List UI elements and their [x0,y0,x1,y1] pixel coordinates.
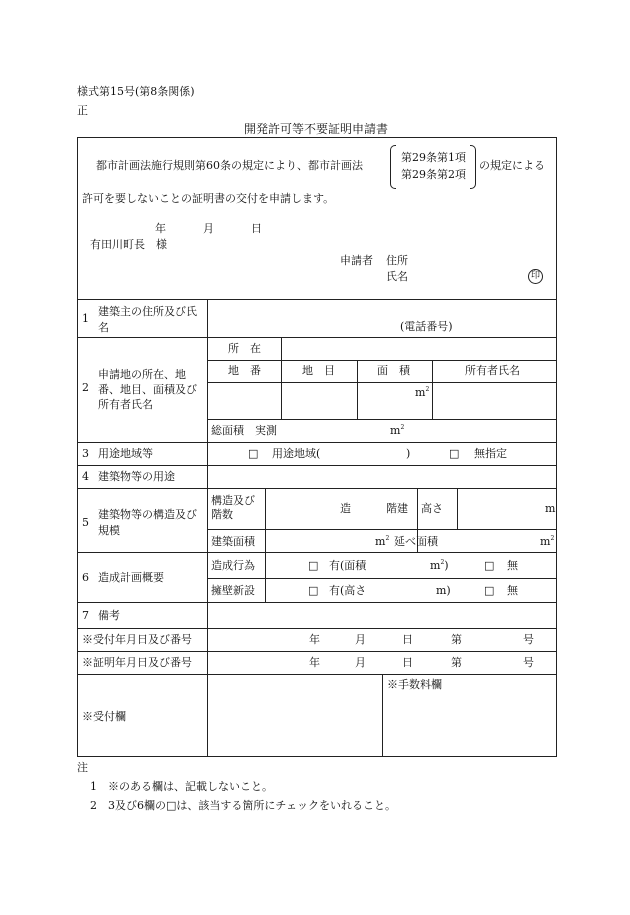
cert-year: 年 [309,656,320,669]
rule-structure [207,529,556,530]
rule-row2-end [78,442,556,443]
lot-number-header: 地 番 [228,364,261,377]
retaining-height-close: m) [436,584,451,597]
cert-no: 第 [451,656,462,669]
grading-yes-checkbox[interactable]: □ [308,559,319,572]
total-area-label: 総面積 実測 [211,424,277,437]
grading-yes-area: 有(面積 [329,559,367,572]
address-label: 住所 [386,254,408,267]
rule-r2-col2 [357,360,358,419]
seal-mark: 印 [528,269,543,284]
row5-label: 建築物等の構造及び規模 [98,508,197,537]
total-floor-area-label: 延べ面積 [394,535,438,548]
retaining-none-checkbox[interactable]: □ [484,584,495,597]
rule-statement-end [78,299,556,300]
row5-number: 5 [82,516,89,529]
row2-number: 2 [82,381,89,394]
rule-row3-end [78,465,556,466]
row7-number: 7 [82,609,89,622]
location-label: 所 在 [228,342,261,355]
row1-number: 1 [82,312,89,325]
building-area-unit: $m^2$ [375,535,390,548]
original-mark: 正 [77,104,88,117]
grading-none-checkbox[interactable]: □ [484,559,495,572]
statement-line2: 許可を要しないことの証明書の交付を申請します。 [82,192,335,205]
zone-label: 用途地域( [272,447,321,460]
retaining-wall-label: 擁壁新設 [211,584,255,597]
receipt-go: 号 [523,633,534,646]
note-1: 1 ※のある欄は、記載しないこと。 [90,780,273,793]
retaining-yes-checkbox[interactable]: □ [308,584,319,597]
row3-label: 用途地域等 [98,447,153,460]
note-2: 2 3及び6欄の□は、該当する箇所にチェックをいれること。 [90,799,397,812]
date-day: 日 [251,222,262,235]
row7-label: 備考 [98,609,120,622]
rule-r2-col3 [432,360,433,419]
owner-name-header: 所有者氏名 [465,364,520,377]
no-designation-label: 無指定 [474,447,507,460]
statement-line1-end: の規定による [479,159,545,172]
grading-label: 造成行為 [211,559,255,572]
retaining-yes-height: 有(高さ [329,584,367,597]
rule-row4-end [78,488,556,489]
rule-receipt-col [382,674,383,756]
height-unit: m [545,502,556,515]
right-bracket [470,145,476,189]
receipt-month: 月 [355,633,366,646]
rule-parcel [207,419,556,420]
rule-row7-end [78,628,556,629]
statement-line1-start: 都市計画法施行規則第60条の規定により、都市計画法 [96,159,363,172]
option-article-29-2: 第29条第2項 [401,168,466,181]
structure-zou: 造 [340,502,351,515]
rule-receipt-date-end [78,651,556,652]
rule-row1-end [78,337,556,338]
retaining-none-label: 無 [507,584,518,597]
zone-checkbox[interactable]: □ [248,447,259,460]
cert-date-label: ※証明年月日及び番号 [82,656,192,669]
rule-subheader [207,382,556,383]
height-label: 高さ [421,502,443,515]
phone-number-label: (電話番号) [400,320,453,333]
form-title: 開発許可等不要証明申請書 [244,122,389,136]
floors-label: 階建 [386,502,408,515]
date-year: 年 [155,222,166,235]
grading-none-label: 無 [507,559,518,572]
receipt-field-label: ※受付欄 [82,710,126,723]
rule-row6-end [78,602,556,603]
option-article-29-1: 第29条第1項 [401,151,466,164]
receipt-year: 年 [309,633,320,646]
rule-r2-col1 [281,337,282,419]
fee-field-label: ※手数料欄 [387,678,442,691]
article-options [390,145,476,187]
total-area-unit: $m^2$ [390,424,405,437]
cert-go: 号 [523,656,534,669]
row1-label: 建築主の住所及び氏名 [98,305,197,334]
row3-number: 3 [82,447,89,460]
row4-label: 建築物等の用途 [98,470,175,483]
receipt-no: 第 [451,633,462,646]
rule-label-column [207,299,208,756]
date-month: 月 [203,222,214,235]
rule-row5-end [78,552,556,553]
notes-title: 注 [77,761,88,774]
form-number: 様式第15号(第8条関係) [77,85,195,98]
building-area-label: 建築面積 [211,535,255,548]
left-bracket [390,145,396,189]
rule-r5-col1 [265,488,266,602]
row6-label: 造成計画概要 [98,571,164,584]
rule-location [207,360,556,361]
area-header: 面 積 [377,364,410,377]
area-unit: $m^2$ [415,386,430,399]
application-form [77,137,557,757]
row4-number: 4 [82,470,89,483]
grading-area-close: $m^2$) [430,559,449,572]
addressee: 有田川町長 様 [90,238,167,251]
cert-day: 日 [402,656,413,669]
row2-label: 申請地の所在、地番、地目、面積及び所有者氏名 [98,368,197,411]
zone-close: ) [406,447,411,460]
rule-r5-col3 [457,488,458,529]
rule-cert-date-end [78,674,556,675]
structure-floors-label: 構造及び階数 [211,494,255,521]
receipt-date-label: ※受付年月日及び番号 [82,633,192,646]
land-category-header: 地 目 [302,364,335,377]
cert-month: 月 [355,656,366,669]
total-floor-area-unit: $m^2$ [540,535,555,548]
receipt-day: 日 [402,633,413,646]
name-label: 氏名 [386,270,408,283]
row6-number: 6 [82,571,89,584]
applicant-label: 申請者 [340,254,373,267]
rule-grading [207,578,556,579]
no-designation-checkbox[interactable]: □ [449,447,460,460]
